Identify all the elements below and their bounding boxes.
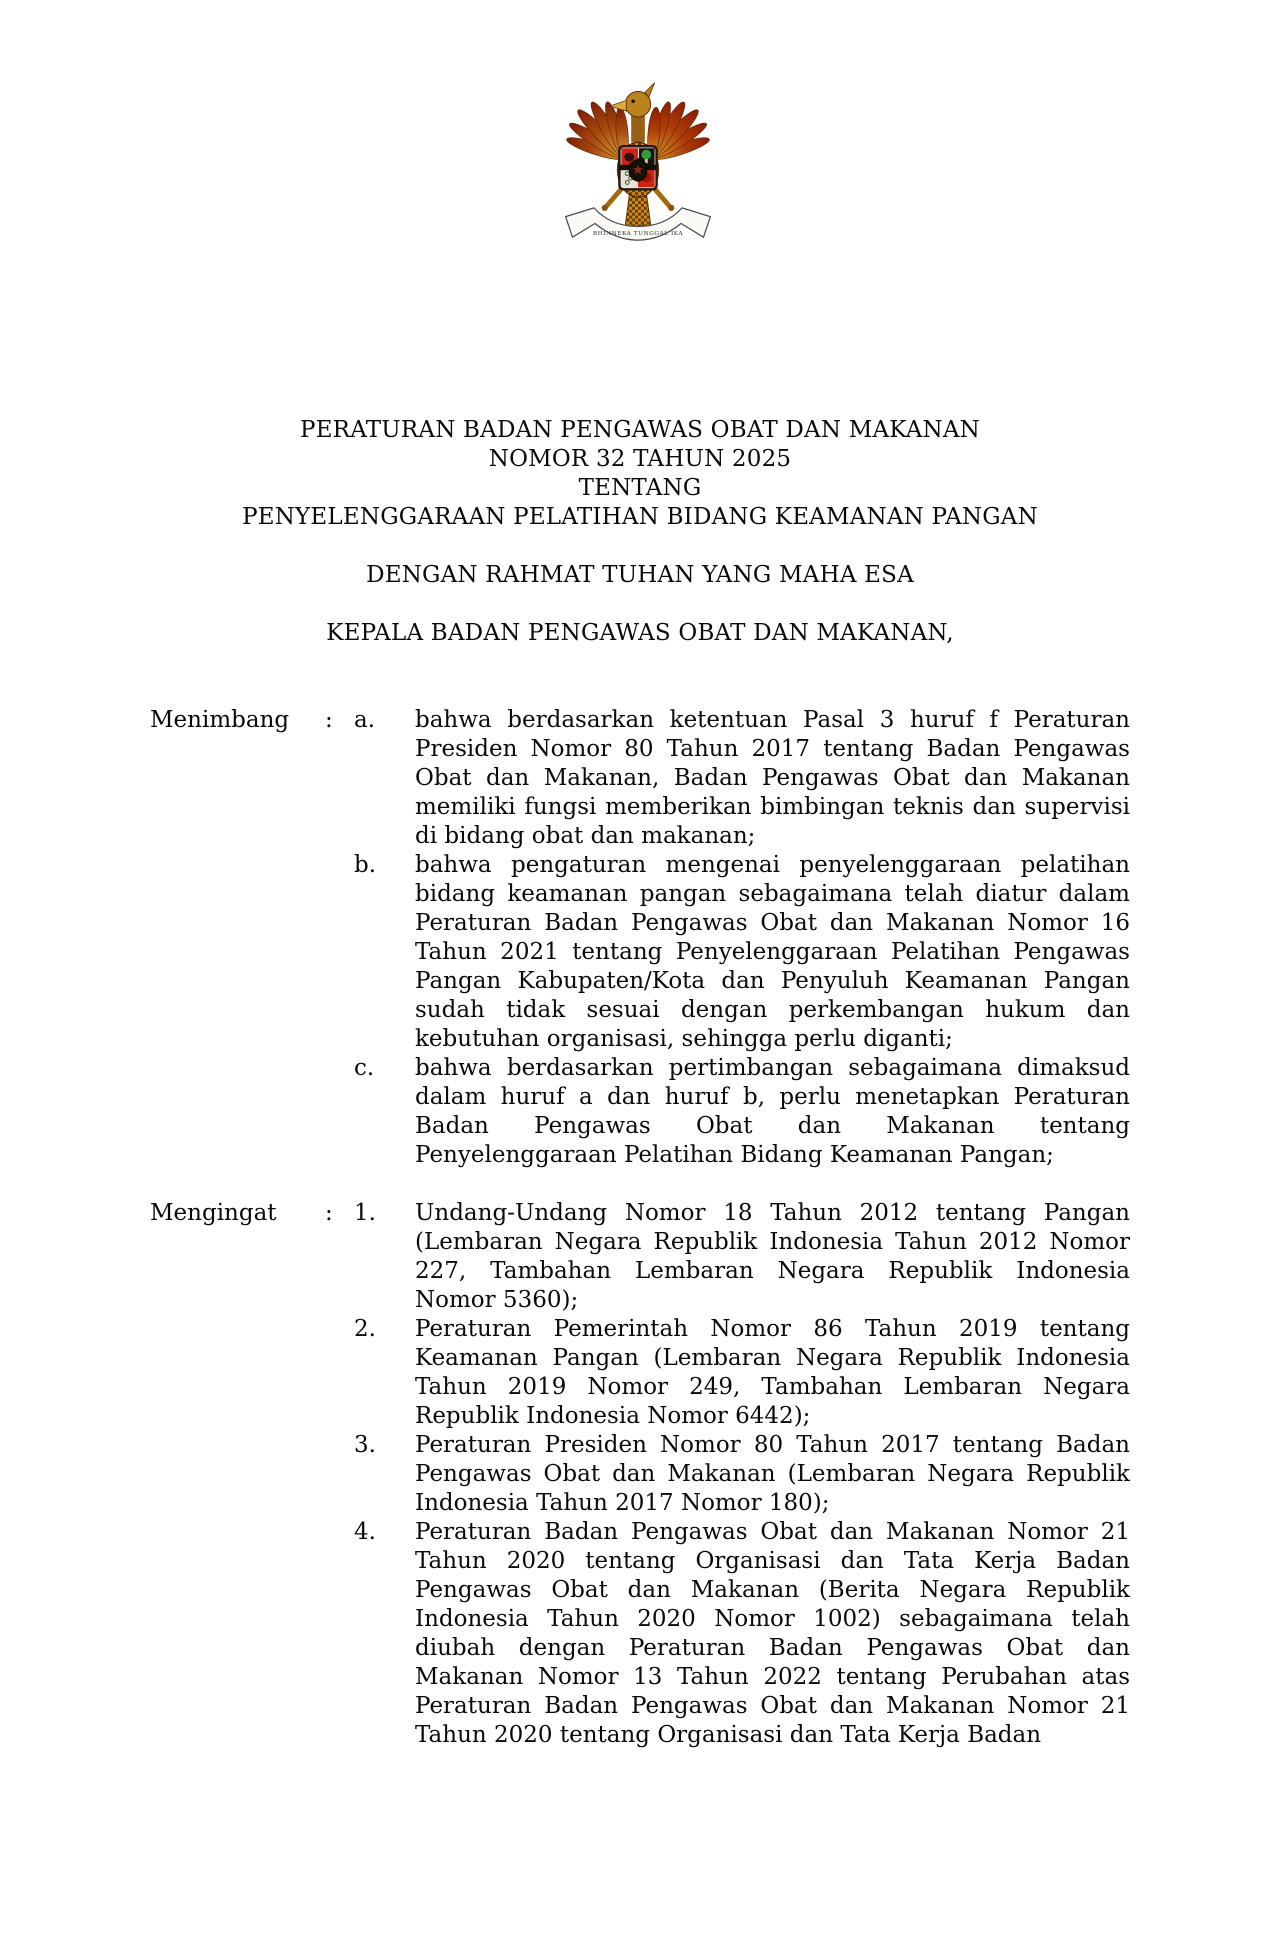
title-issuer-line: PERATURAN BADAN PENGAWAS OBAT DAN MAKANAN: [300, 417, 980, 443]
section-menimbang: [150, 706, 1130, 1170]
item-marker-3: 3.: [354, 1432, 376, 1458]
legal-basis-item-3: Peraturan Presiden Nomor 80 Tahun 2017 tentang Badan Pengawas Obat dan Makanan (Lembaran Negara Republik Indonesia Tahun 2017 Nomor 180);: [415, 1432, 1130, 1516]
preamble-sections: [150, 706, 1130, 1750]
item-marker-a: a.: [354, 707, 376, 733]
title-subject-line: PENYELENGGARAAN PELATIHAN BIDANG KEAMANAN PANGAN: [242, 504, 1038, 530]
consideration-item-b: bahwa pengaturan mengenai penyelenggaraan pelatihan bidang keamanan pangan sebagaimana telah diatur dalam Peraturan Badan Pengawas Obat dan Makanan Nomor 16 Tahun 2021 tentang Penyelenggaraan Pelatihan Pengawas Pangan Kabupaten/Kota dan Penyuluh Keamanan Pangan sudah tidak sesuai dengan perkembangan hukum dan kebutuhan organisasi, sehingga perlu diganti;: [415, 852, 1130, 1052]
legal-basis-item-4: Peraturan Badan Pengawas Obat dan Makanan Nomor 21 Tahun 2020 tentang Organisasi dan Tata Kerja Badan Pengawas Obat dan Makanan (Berita Negara Republik Indonesia Tahun 2020 Nomor 1002) sebagaimana telah diubah dengan Peraturan Badan Pengawas Obat dan Makanan Nomor 13 Tahun 2022 tentang Perubahan atas Peraturan Badan Pengawas Obat dan Makanan Nomor 21 Tahun 2020 tentang Organisasi dan Tata Kerja Badan: [415, 1519, 1130, 1748]
item-marker-b: b.: [354, 852, 377, 878]
item-marker-c: c.: [354, 1055, 375, 1081]
title-number-line: NOMOR 32 TAHUN 2025: [488, 446, 792, 472]
invocation-line: DENGAN RAHMAT TUHAN YANG MAHA ESA: [366, 562, 914, 588]
section-colon: :: [325, 707, 333, 733]
section-label: Menimbang: [150, 707, 290, 733]
legal-basis-item-2: Peraturan Pemerintah Nomor 86 Tahun 2019 tentang Keamanan Pangan (Lembaran Negara Republik Indonesia Tahun 2019 Nomor 249, Tambahan Lembaran Negara Republik Indonesia Nomor 6442);: [415, 1316, 1130, 1429]
item-marker-1: 1.: [354, 1200, 376, 1226]
document-body: [0, 416, 1275, 1750]
legal-basis-item-1: Undang-Undang Nomor 18 Tahun 2012 tentang Pangan (Lembaran Negara Republik Indonesia Tahun 2012 Nomor 227, Tambahan Lembaran Negara Republik Indonesia Nomor 5360);: [415, 1200, 1130, 1313]
item-marker-2: 2.: [354, 1316, 376, 1342]
consideration-item-c: bahwa berdasarkan pertimbangan sebagaimana dimaksud dalam huruf a dan huruf b, perlu menetapkan Peraturan Badan Pengawas Obat dan Makanan tentang Penyelenggaraan Pelatihan Bidang Keamanan Pangan;: [415, 1055, 1130, 1168]
section-label: Mengingat: [150, 1200, 277, 1226]
title-tentang-line: TENTANG: [578, 475, 702, 501]
section-mengingat: [150, 1199, 1130, 1750]
consideration-item-a: bahwa berdasarkan ketentuan Pasal 3 huruf f Peraturan Presiden Nomor 80 Tahun 2017 tentang Badan Pengawas Obat dan Makanan, Badan Pengawas Obat dan Makanan memiliki fungsi memberikan bimbingan teknis dan supervisi di bidang obat dan makanan;: [415, 707, 1130, 849]
emblem-motto: BHINNEKA TUNGGAL IKA: [592, 231, 683, 238]
regulation-title: [150, 416, 1130, 532]
item-marker-4: 4.: [354, 1519, 376, 1545]
enacting-official-line: KEPALA BADAN PENGAWAS OBAT DAN MAKANAN,: [326, 620, 954, 646]
garuda-pancasila-icon: [550, 60, 726, 256]
section-colon: :: [325, 1200, 333, 1226]
emblem-container: [0, 0, 1275, 256]
